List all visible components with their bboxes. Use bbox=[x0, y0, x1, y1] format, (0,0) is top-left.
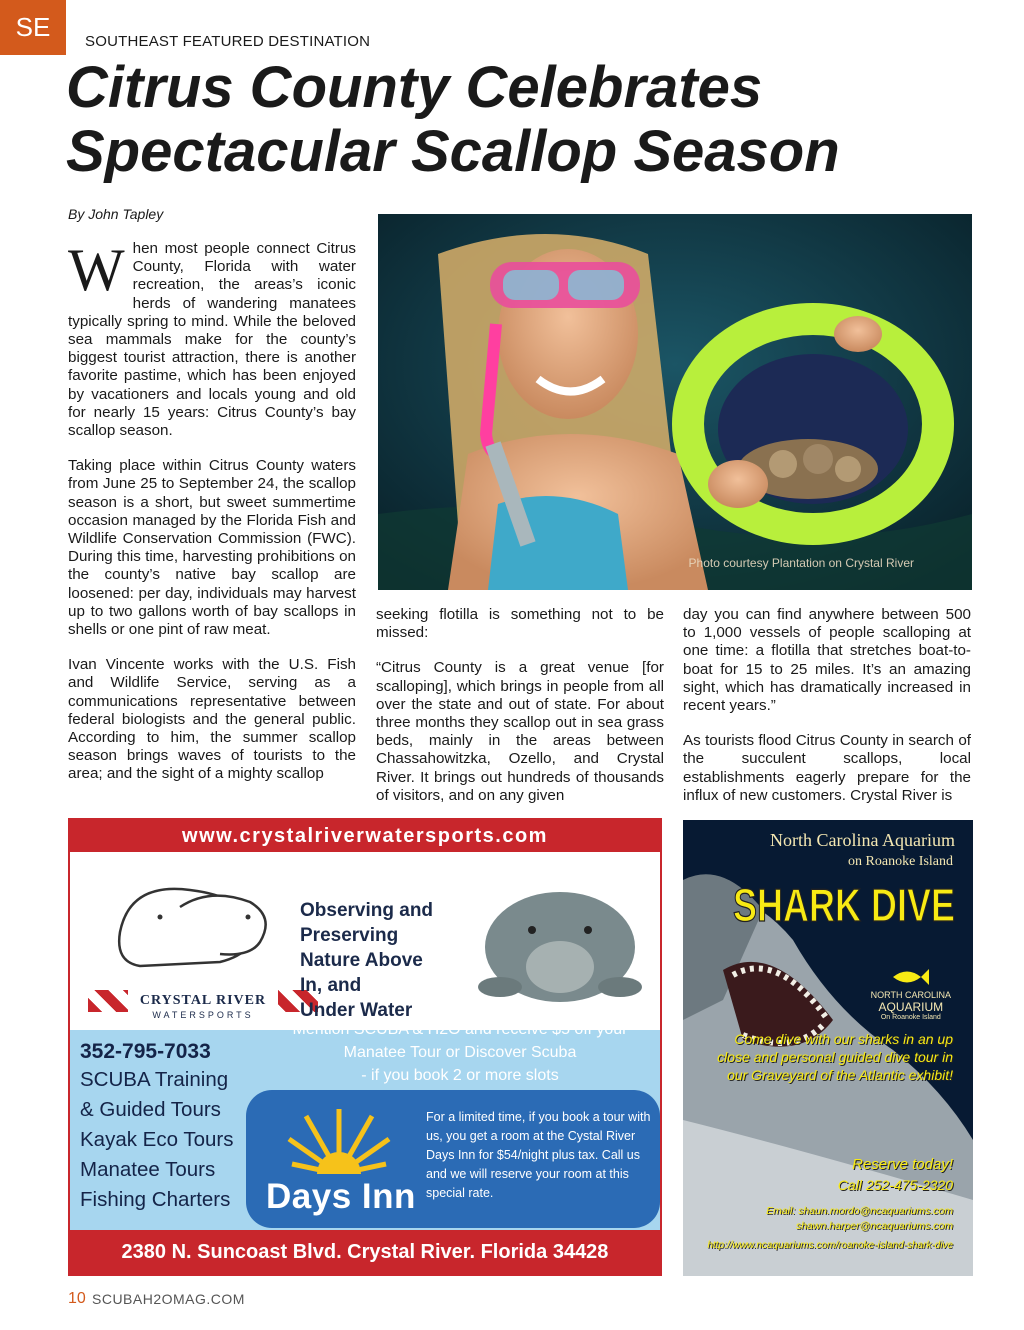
reserve-text: Reserve today! bbox=[852, 1156, 953, 1173]
snorkeler-photo bbox=[378, 214, 972, 590]
article-photo bbox=[378, 214, 972, 590]
paragraph-text: hen most people connect Citrus County, Florida with water recreation, the areas’s iconic herds of wandering manatees typically spring to mind. While the beloved sea mammals make for the county’s biggest tourist attraction, there is another favorite pastime, which has been enjoyed by vacationers and locals young and old for nearly 15 years: Citrus County’s bay scallop season. bbox=[68, 240, 356, 440]
days-inn-logo: Days Inn bbox=[266, 1177, 416, 1216]
paragraph: day you can find anywhere between 500 to 1,000 vessels of people scalloping at one time: a flotilla that stretches boat-to-boat for 15 to 25 miles. It’s an amazing sight, which has dramatically increased in recent years.” bbox=[683, 606, 971, 715]
tagline-line: Under Water bbox=[300, 1000, 413, 1021]
section-label: SOUTHEAST FEATURED DESTINATION bbox=[85, 33, 371, 50]
page-number: 10 bbox=[68, 1290, 86, 1307]
paragraph: “Citrus County is a great venue [for scalloping], which brings in people from all over the state and out of state. For about three months they scallop out in sea grass beds, mainly in the areas between Chassahowitzka, Ozello, and Crystal River. It brings out hundreds of thousands of visitors, and on any given bbox=[376, 659, 664, 804]
logo-line: AQUARIUM bbox=[878, 1000, 944, 1014]
email-link[interactable]: shawn.harper@ncaquariums.com bbox=[795, 1220, 953, 1232]
aquarium-logo bbox=[871, 966, 951, 1021]
mention-line: - if you book 2 or more slots bbox=[361, 1067, 559, 1084]
service-item: SCUBA Training bbox=[80, 1068, 229, 1091]
section-tab: SE bbox=[0, 0, 66, 55]
crystal-river-watersports-ad[interactable] bbox=[68, 818, 662, 1276]
email-block bbox=[766, 1204, 953, 1234]
aquarium-url[interactable]: http://www.ncaquariums.com/roanoke-island-shark-dive bbox=[707, 1240, 953, 1251]
shark-dive-headline: SHARK DIVE bbox=[732, 878, 955, 932]
logo-name: CRYSTAL RIVER bbox=[128, 990, 278, 1012]
byline: By John Tapley bbox=[68, 206, 164, 222]
days-inn-offer-box bbox=[246, 1090, 660, 1228]
phone-number[interactable]: 352-795-7033 bbox=[80, 1040, 211, 1063]
ad-url[interactable]: www.crystalriverwatersports.com bbox=[70, 820, 660, 852]
paragraph: As tourists flood Citrus County in search of the succulent scallops, local establishments eagerly prepare for the influx of new customers. Crystal River is bbox=[683, 732, 971, 804]
article-column-1 bbox=[68, 237, 356, 801]
aquarium-title: North Carolina Aquarium bbox=[770, 830, 955, 850]
call-label: Call bbox=[837, 1177, 862, 1193]
email-link[interactable]: shaun.mordo@ncaquariums.com bbox=[798, 1205, 953, 1217]
footer-site[interactable]: SCUBAH2OMAG.COM bbox=[92, 1291, 245, 1307]
tagline-line: Preserving bbox=[300, 925, 399, 946]
title-line-2: Spectacular Scallop Season bbox=[66, 119, 840, 184]
logo-subtitle: WATERSPORTS bbox=[152, 1010, 254, 1020]
nc-aquarium-ad[interactable] bbox=[683, 820, 973, 1276]
ad-tagline bbox=[300, 898, 490, 1023]
title-line-1: Citrus County Celebrates bbox=[66, 55, 763, 120]
dive-promo: Come dive with our sharks in an up close and personal guided dive tour in our Graveyard of the Atlantic exhibit! bbox=[717, 1031, 953, 1083]
ad-upper-panel bbox=[70, 852, 660, 1030]
paragraph: Ivan Vincente works with the U.S. Fish and Wildlife Service, serving as a communications representative between federal biologists and the general public. According to him, the summer scallop season brings waves of tourists to the area; and the sight of a mighty scallop bbox=[68, 656, 356, 783]
manatee-logo-icon bbox=[100, 862, 290, 992]
service-item: Kayak Eco Tours bbox=[80, 1128, 234, 1151]
article-title bbox=[66, 56, 946, 184]
call-line bbox=[838, 1177, 953, 1193]
aquarium-subtitle: on Roanoke Island bbox=[848, 854, 953, 869]
ad-address: 2380 N. Suncoast Blvd. Crystal River. Florida 34428 bbox=[70, 1230, 660, 1274]
tagline-line: In, and bbox=[300, 975, 362, 996]
paragraph: Taking place within Citrus County waters from June 25 to September 24, the scallop season is a short, but sweet summertime occasion managed by the Florida Fish and Wildlife Conservation Commission (FWC). During this time, harvesting prohibitions on the county’s native bay scallop are loosened: per day, individuals may harvest up to two gallons worth of bay scallops in shells or one pint of raw meat. bbox=[68, 457, 356, 639]
email-label: Email: bbox=[766, 1205, 796, 1217]
tagline-line: Nature Above bbox=[300, 950, 423, 971]
tagline-line: Observing and bbox=[300, 900, 434, 921]
logo-line: NORTH CAROLINA bbox=[870, 990, 951, 1000]
article-column-2 bbox=[376, 606, 664, 822]
promo-mention bbox=[265, 1018, 655, 1087]
logo-line: On Roanoke Island bbox=[880, 1014, 941, 1021]
mention-line: Manatee Tour or Discover Scuba bbox=[343, 1044, 577, 1061]
mention-line: Mention SCUBA & H2O and receive $5 off your bbox=[292, 1021, 628, 1038]
service-item: Manatee Tours bbox=[80, 1158, 216, 1181]
fish-logo-icon bbox=[891, 966, 931, 988]
paragraph bbox=[68, 237, 356, 440]
service-item: & Guided Tours bbox=[80, 1098, 221, 1121]
photo-credit: Photo courtesy Plantation on Crystal River bbox=[688, 556, 914, 570]
drop-cap: W bbox=[68, 237, 125, 303]
sun-icon bbox=[284, 1104, 394, 1174]
call-number[interactable]: 252-475-2320 bbox=[865, 1177, 953, 1193]
paragraph: seeking flotilla is something not to be missed: bbox=[376, 606, 664, 642]
manatee-photo bbox=[470, 872, 650, 1012]
service-item: Fishing Charters bbox=[80, 1188, 231, 1211]
offer-text: For a limited time, if you book a tour with us, you get a room at the Cystal River Days Inn for $54/night plus tax. Call us and we will reserve your room at this special rate. bbox=[426, 1110, 651, 1200]
article-column-3 bbox=[683, 606, 971, 822]
